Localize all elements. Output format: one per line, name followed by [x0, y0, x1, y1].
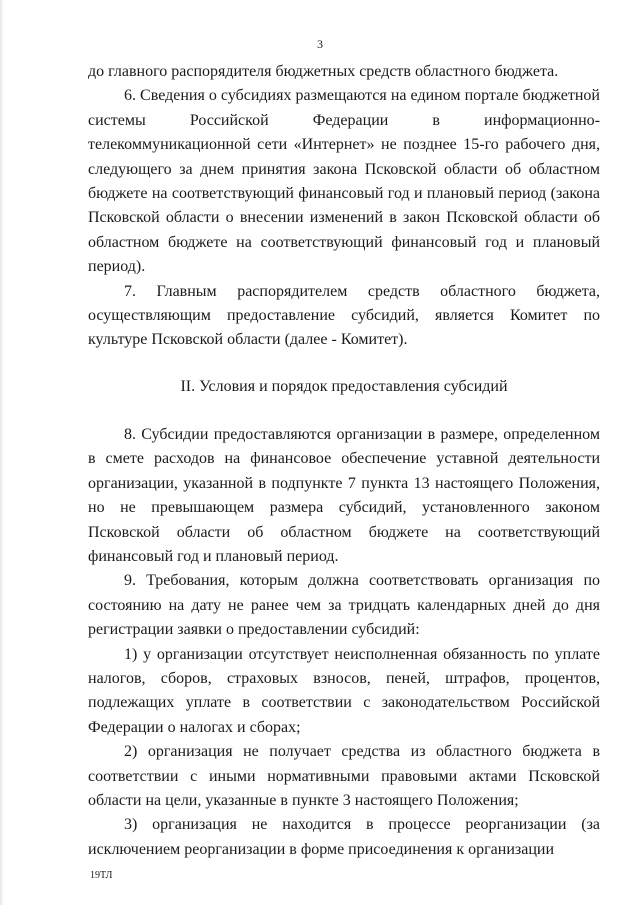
paragraph-9: 9. Требования, которым должна соответствовать организация по состоянию на дату не ранее чем за тридцать календарных дней до дня регистрации заявки о предоставлении субсидий: — [88, 572, 600, 639]
paragraph-continuation: до главного распорядителя бюджетных средств областного бюджета. — [88, 63, 559, 80]
list-item-3: 3) организация не находится в процессе реорганизации (за исключением реорганизации в форме присоединения к организации — [88, 816, 600, 858]
section-heading: II. Условия и порядок предоставления субсидий — [180, 377, 508, 395]
scan-edge-shadow — [0, 0, 4, 905]
paragraph-6: 6. Сведения о субсидиях размещаются на едином портале бюджетной системы Российской Федерации в информационно-телекоммуникационной сети «Интернет» не позднее 15-го рабочего дня, следующего за днем принятия закона Псковской области об областном бюджете на соответствующий финансовый год и плановый период (закона Псковской области о внесении изменений в закон Псковской области об областном бюджете на соответствующий финансовый год и плановый период). — [88, 87, 600, 276]
footer-document-code: 19ТЛ — [90, 870, 113, 881]
page-number: 3 — [317, 37, 323, 51]
paragraph-8: 8. Субсидии предоставляются организации в размере, определенном в смете расходов на финансовое обеспечение уставной деятельности организации, указанной в подпункте 7 пункта 13 настоящего Положения, но не превышающем размера субсидий, установленного законом Псковской области об областном бюджете на соответствующий финансовый год и плановый период. — [88, 425, 600, 565]
list-item-2: 2) организация не получает средства из областного бюджета в соответствии с иными нормативными правовыми актами Псковской области на цели, указанные в пункте 3 настоящего Положения; — [88, 743, 600, 809]
document-body — [88, 60, 600, 862]
paragraph-7: 7. Главным распорядителем средств областного бюджета, осуществляющим предоставление субсидий, является Комитет по культуре Псковской области (далее - Комитет). — [88, 282, 600, 349]
list-item-1: 1) у организации отсутствует неисполненная обязанность по уплате налогов, сборов, страховых взносов, пеней, штрафов, процентов, подлежащих уплате в соответствии с законодательством Российской Федерации о налогах и сборах; — [88, 645, 600, 736]
